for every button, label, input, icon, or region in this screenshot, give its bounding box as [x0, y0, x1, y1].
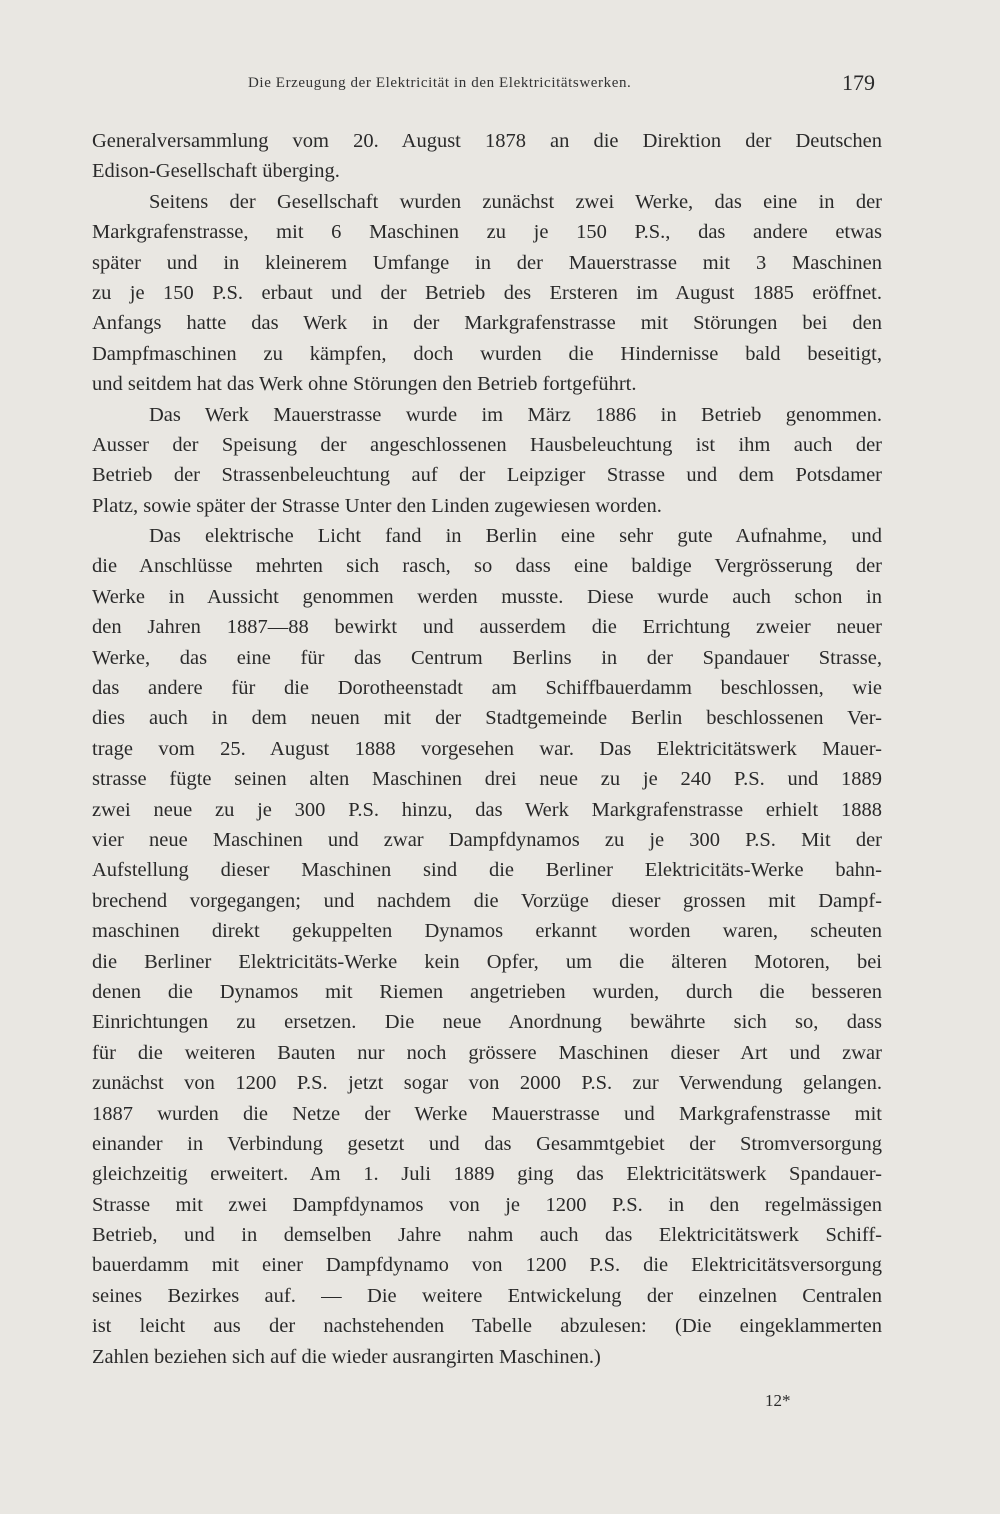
text-line: trage vom 25. August 1888 vorgesehen war. Das Elektricitätswerk Mauer-	[92, 737, 882, 760]
text-line: Betrieb der Strassenbeleuchtung auf der Leipziger Strasse und dem Potsdamer	[92, 464, 882, 487]
text-line: Betrieb, und in demselben Jahre nahm auch das Elektricitätswerk Schiff-	[92, 1224, 882, 1247]
text-line: denen die Dynamos mit Riemen angetrieben wurden, durch die besseren	[92, 980, 882, 1003]
text-line: später und in kleinerem Umfange in der Mauerstrasse mit 3 Maschinen	[92, 251, 882, 274]
text-line: Generalversammlung vom 20. August 1878 an die Direktion der Deutschen	[92, 130, 882, 152]
text-line: Aufstellung dieser Maschinen sind die Berliner Elektricitäts-Werke bahn-	[92, 859, 882, 882]
text-line: Das Werk Mauerstrasse wurde im März 1886 in Betrieb genommen.	[149, 403, 882, 426]
text-line: zunächst von 1200 P.S. jetzt sogar von 2000 P.S. zur Verwendung gelangen.	[92, 1072, 882, 1095]
text-line: seines Bezirkes auf. — Die weitere Entwickelung der einzelnen Centralen	[92, 1284, 882, 1307]
text-line: vier neue Maschinen und zwar Dampfdynamos zu je 300 P.S. Mit der	[92, 828, 882, 851]
text-line: gleichzeitig erweitert. Am 1. Juli 1889 ging das Elektricitätswerk Spandauer-	[92, 1163, 882, 1186]
text-line: Einrichtungen zu ersetzen. Die neue Anordnung bewährte sich so, dass	[92, 1011, 882, 1034]
text-line: Edison-Gesellschaft überging.	[92, 160, 340, 183]
text-line: Anfangs hatte das Werk in der Markgrafenstrasse mit Störungen bei den	[92, 312, 882, 335]
text-line: zwei neue zu je 300 P.S. hinzu, das Werk Markgrafenstrasse erhielt 1888	[92, 798, 882, 821]
text-line: das andere für die Dorotheenstadt am Schiffbauerdamm beschlossen, wie	[92, 677, 882, 700]
text-line: Strasse mit zwei Dampfdynamos von je 1200 P.S. in den regelmässigen	[92, 1193, 882, 1216]
signature-mark: 12*	[765, 1391, 791, 1410]
text-line: die Anschlüsse mehrten sich rasch, so dass eine baldige Vergrösserung der	[92, 555, 882, 578]
text-line: Ausser der Speisung der angeschlossenen Hausbeleuchtung ist ihm auch der	[92, 433, 882, 456]
page-number: 179	[842, 70, 875, 95]
text-line: bauerdamm mit einer Dampfdynamo von 1200 P.S. die Elektricitätsversorgung	[92, 1254, 882, 1277]
text-line: für die weiteren Bauten nur noch grössere Maschinen dieser Art und zwar	[92, 1041, 882, 1064]
text-line: zu je 150 P.S. erbaut und der Betrieb des Ersteren im August 1885 eröffnet.	[92, 281, 882, 304]
text-line: und seitdem hat das Werk ohne Störungen den Betrieb fortgeführt.	[92, 373, 637, 396]
text-line: Platz, sowie später der Strasse Unter den Linden zugewiesen worden.	[92, 494, 662, 517]
text-line: 1887 wurden die Netze der Werke Mauerstrasse und Markgrafenstrasse mit	[92, 1102, 882, 1125]
text-line: strasse fügte seinen alten Maschinen drei neue zu je 240 P.S. und 1889	[92, 768, 882, 791]
text-line: Dampfmaschinen zu kämpfen, doch wurden die Hindernisse bald beseitigt,	[92, 342, 882, 365]
text-line: Werke in Aussicht genommen werden musste. Diese wurde auch schon in	[92, 585, 882, 608]
text-line: Seitens der Gesellschaft wurden zunächst zwei Werke, das eine in der	[149, 190, 882, 213]
body-text	[92, 126, 882, 1372]
text-line: brechend vorgegangen; und nachdem die Vorzüge dieser grossen mit Dampf-	[92, 889, 882, 912]
text-line: Markgrafenstrasse, mit 6 Maschinen zu je 150 P.S., das andere etwas	[92, 221, 882, 244]
text-line: einander in Verbindung gesetzt und das Gesammtgebiet der Stromversorgung	[92, 1132, 882, 1155]
text-line: maschinen direkt gekuppelten Dynamos erkannt worden waren, scheuten	[92, 920, 882, 943]
text-line: ist leicht aus der nachstehenden Tabelle abzulesen: (Die eingeklammerten	[92, 1315, 882, 1338]
running-head: Die Erzeugung der Elektricität in den Elektricitätswerken.	[248, 75, 632, 91]
text-line: Das elektrische Licht fand in Berlin eine sehr gute Aufnahme, und	[149, 525, 882, 548]
text-line: die Berliner Elektricitäts-Werke kein Opfer, um die älteren Motoren, bei	[92, 950, 882, 973]
text-line: Werke, das eine für das Centrum Berlins in der Spandauer Strasse,	[92, 646, 882, 669]
text-line: Zahlen beziehen sich auf die wieder ausrangirten Maschinen.)	[92, 1345, 601, 1368]
text-line: den Jahren 1887—88 bewirkt und ausserdem die Errichtung zweier neuer	[92, 616, 882, 639]
text-line: dies auch in dem neuen mit der Stadtgemeinde Berlin beschlossenen Ver-	[92, 707, 882, 730]
